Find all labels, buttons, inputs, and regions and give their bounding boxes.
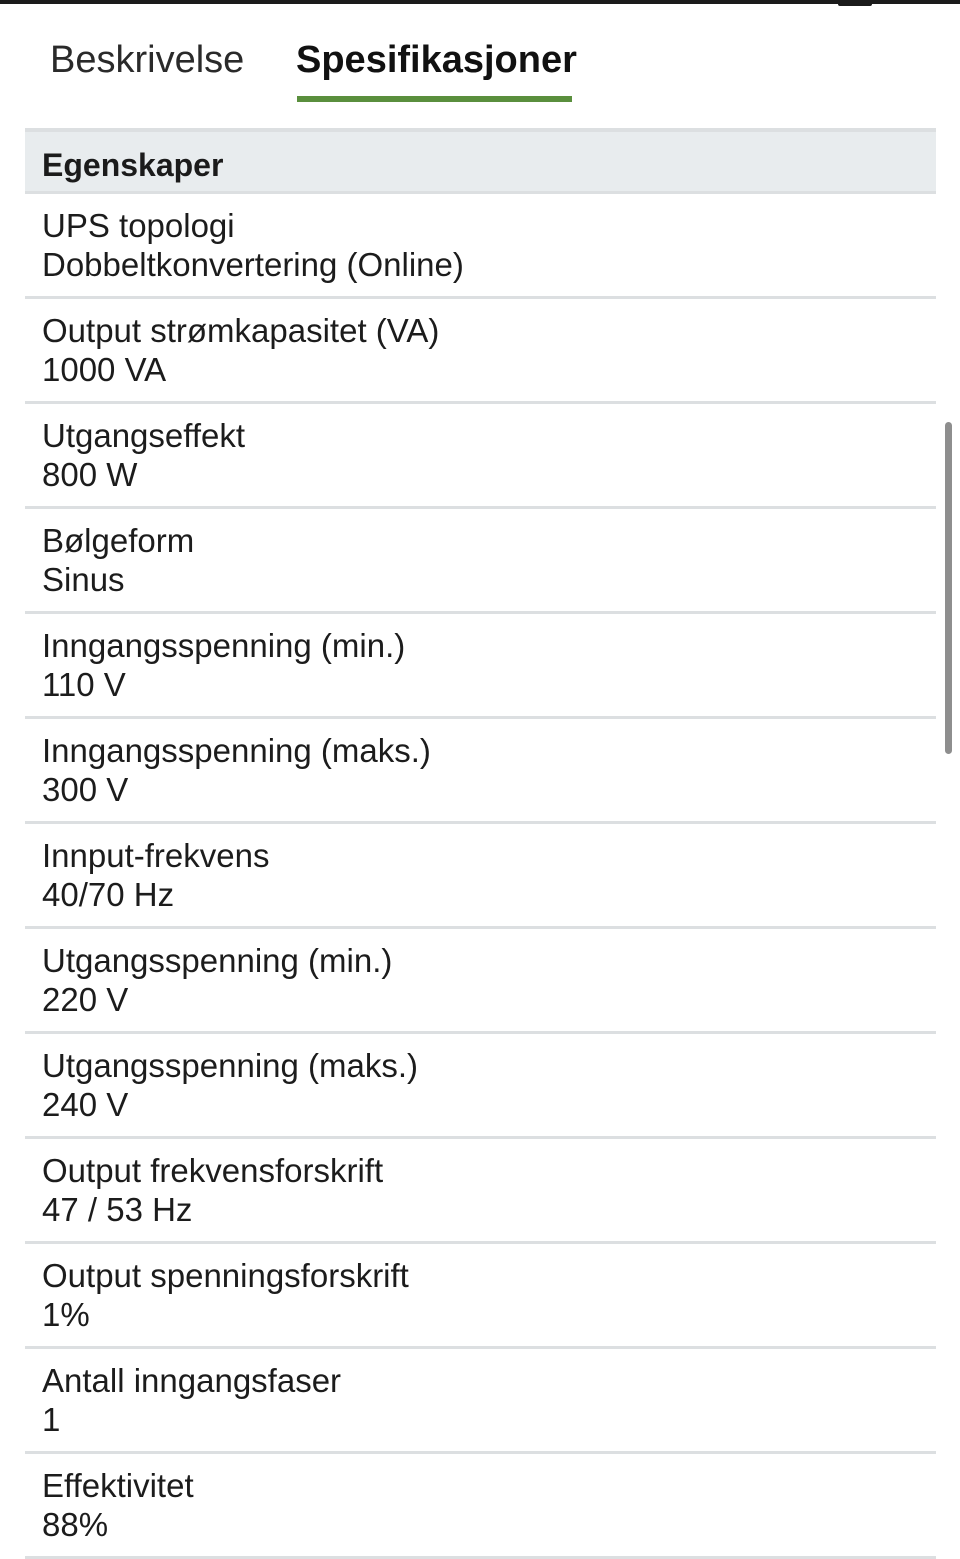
spec-table bbox=[25, 128, 936, 1559]
spec-row bbox=[25, 1349, 936, 1454]
spec-row bbox=[25, 1034, 936, 1139]
spec-value: 47 / 53 Hz bbox=[42, 1191, 193, 1228]
spec-label: UPS topologi bbox=[42, 207, 235, 244]
spec-row bbox=[25, 509, 936, 614]
spec-label: Utgangsspenning (maks.) bbox=[42, 1047, 419, 1084]
spec-value: 800 W bbox=[42, 456, 138, 493]
spec-value: 1000 VA bbox=[42, 351, 167, 388]
spec-label: Output spenningsforskrift bbox=[42, 1257, 409, 1294]
spec-row bbox=[25, 614, 936, 719]
spec-label: Inngangsspenning (maks.) bbox=[42, 732, 431, 769]
spec-row bbox=[25, 404, 936, 509]
spec-label: Effektivitet bbox=[42, 1467, 194, 1504]
spec-label: Bølgeform bbox=[42, 522, 195, 559]
spec-value: 240 V bbox=[42, 1086, 129, 1123]
spec-row bbox=[25, 299, 936, 404]
scrollbar-thumb[interactable] bbox=[945, 422, 952, 754]
spec-label: Innput-frekvens bbox=[42, 837, 270, 874]
spec-value: 1 bbox=[42, 1401, 61, 1438]
spec-value: 88% bbox=[42, 1506, 109, 1543]
spec-label: Inngangsspenning (min.) bbox=[42, 627, 406, 664]
spec-value: Dobbeltkonvertering (Online) bbox=[42, 246, 464, 283]
spec-value: 1% bbox=[42, 1296, 90, 1333]
tab-beskrivelse[interactable]: Beskrivelse bbox=[50, 39, 245, 81]
spec-value: 300 V bbox=[42, 771, 129, 808]
section-title: Egenskaper bbox=[42, 147, 224, 183]
spec-label: Output frekvensforskrift bbox=[42, 1152, 384, 1189]
tab-spesifikasjoner[interactable]: Spesifikasjoner bbox=[296, 39, 577, 81]
spec-label: Output strømkapasitet (VA) bbox=[42, 312, 440, 349]
spec-row bbox=[25, 1244, 936, 1349]
spec-value: 40/70 Hz bbox=[42, 876, 175, 913]
spec-row bbox=[25, 824, 936, 929]
spec-value: 220 V bbox=[42, 981, 129, 1018]
spec-row bbox=[25, 1139, 936, 1244]
active-tab-indicator bbox=[297, 96, 572, 102]
spec-row bbox=[25, 929, 936, 1034]
spec-label: Antall inngangsfaser bbox=[42, 1362, 342, 1399]
spec-value: Sinus bbox=[42, 561, 125, 598]
spec-row bbox=[25, 719, 936, 824]
spec-row bbox=[25, 1454, 936, 1559]
section-header bbox=[25, 128, 936, 194]
spec-value: 110 V bbox=[42, 666, 126, 703]
tab-bar bbox=[0, 0, 960, 110]
spec-row bbox=[25, 194, 936, 299]
spec-label: Utgangseffekt bbox=[42, 417, 246, 454]
spec-label: Utgangsspenning (min.) bbox=[42, 942, 393, 979]
